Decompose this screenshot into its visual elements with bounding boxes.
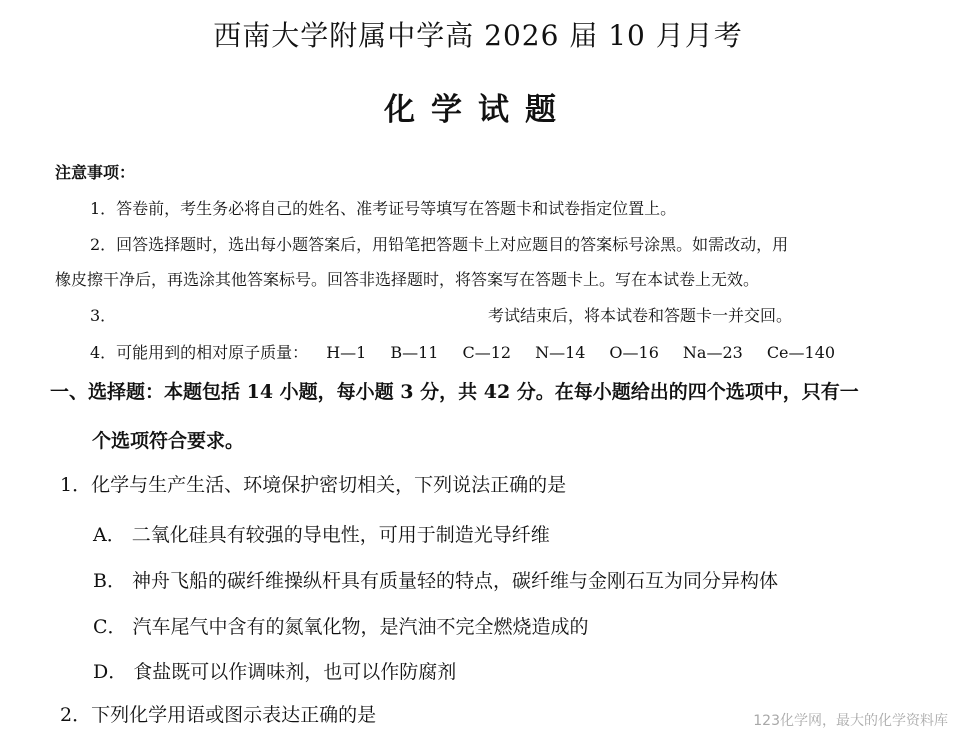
question-1-option-d [93,657,456,684]
watermark: 123化学网，最大的化学资料库 [753,713,948,729]
section-heading-line-2: 个选项符合要求。 [92,430,245,452]
subject-title: 化学试题 [384,92,572,128]
question-1-stem: 1．化学与生产生活、环境保护密切相关，下列说法正确的是 [60,474,567,496]
atomic-mass-b: B—11 [390,343,439,362]
question-2-stem: 2．下列化学用语或图示表达正确的是 [60,704,377,726]
atomic-mass-ce: Ce—140 [766,343,836,362]
atomic-mass-c: C—12 [462,343,512,362]
notice-item-2-line-2: 橡皮擦干净后，再选涂其他答案标号。回答非选择题时，将答案写在答题卡上。写在本试卷上无效。 [55,270,760,289]
option-letter: B． [93,570,126,592]
notice-item-3-number: 3． [90,306,117,325]
option-letter: D． [93,661,128,683]
notice-item-3-text: 考试结束后，将本试卷和答题卡一并交回。 [488,306,793,325]
question-1-option-a [93,520,550,547]
question-1-option-b [93,566,778,593]
notice-heading: 注意事项： [55,163,136,182]
atomic-mass-h: H—1 [326,343,367,362]
atomic-mass-o: O—16 [609,343,659,362]
option-text: 二氧化硅具有较强的导电性，可用于制造光导纤维 [131,524,550,546]
question-1-option-c [93,612,589,639]
option-letter: C． [93,616,127,638]
option-text: 神舟飞船的碳纤维操纵杆具有质量轻的特点，碳纤维与金刚石互为同分异构体 [131,570,778,592]
section-heading-line-1: 一、选择题：本题包括 14 小题，每小题 3 分，共 42 分。在每小题给出的四个选项中，只有一 [50,381,859,403]
option-letter: A． [93,524,126,546]
exam-title: 西南大学附属中学高 2026 届 10 月月考 [213,19,743,52]
atomic-mass-n: N—14 [535,343,586,362]
atomic-mass-lead: 4．可能用到的相对原子质量： [90,343,309,362]
notice-item-2-line-1: 2．回答选择题时，选出每小题答案后，用铅笔把答题卡上对应题目的答案标号涂黑。如需改动，用 [90,235,789,254]
notice-item-1: 1．答卷前，考生务必将自己的姓名、准考证号等填写在答题卡和试卷指定位置上。 [90,199,677,218]
option-text: 食盐既可以作调味剂，也可以作防腐剂 [133,661,457,683]
atomic-mass-row [90,340,835,363]
option-text: 汽车尾气中含有的氮氧化物，是汽油不完全燃烧造成的 [132,616,589,638]
atomic-mass-na: Na—23 [682,343,743,362]
